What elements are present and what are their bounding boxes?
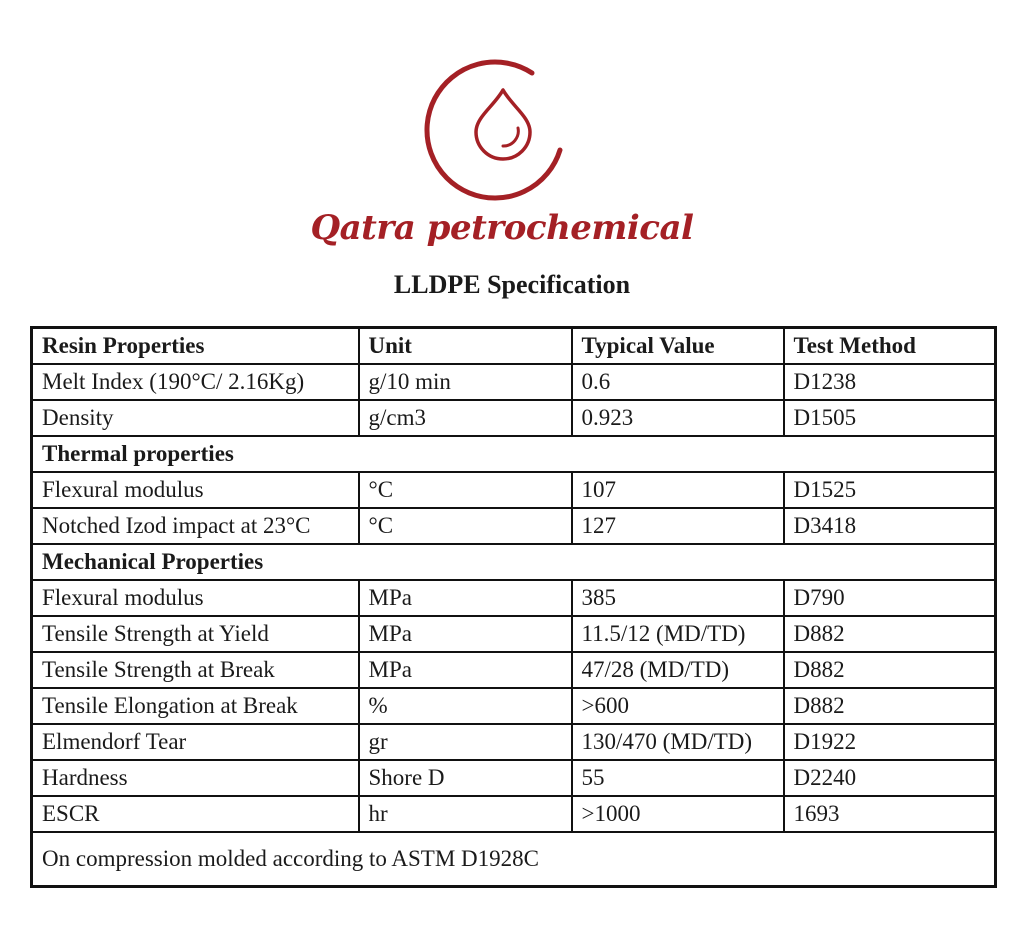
property-cell: ESCR — [32, 796, 359, 832]
unit-cell: hr — [359, 796, 572, 832]
section-heading: Mechanical Properties — [32, 544, 996, 580]
value-cell: 11.5/12 (MD/TD) — [572, 616, 784, 652]
property-cell: Tensile Elongation at Break — [32, 688, 359, 724]
value-cell: 0.6 — [572, 364, 784, 400]
unit-cell: % — [359, 688, 572, 724]
value-cell: >1000 — [572, 796, 784, 832]
unit-cell: °C — [359, 472, 572, 508]
value-cell: 385 — [572, 580, 784, 616]
value-cell: 130/470 (MD/TD) — [572, 724, 784, 760]
value-cell: 55 — [572, 760, 784, 796]
method-cell: D882 — [784, 616, 996, 652]
table-row — [32, 724, 996, 760]
property-cell: Flexural modulus — [32, 580, 359, 616]
method-cell: D1505 — [784, 400, 996, 436]
note-row — [32, 832, 996, 887]
brand-name: Qatra petrochemical — [310, 208, 694, 248]
property-cell: Tensile Strength at Yield — [32, 616, 359, 652]
unit-cell: MPa — [359, 652, 572, 688]
table-row — [32, 580, 996, 616]
value-cell: 107 — [572, 472, 784, 508]
table-row — [32, 616, 996, 652]
method-cell: D882 — [784, 652, 996, 688]
property-cell: Hardness — [32, 760, 359, 796]
table-row — [32, 796, 996, 832]
property-cell: Flexural modulus — [32, 472, 359, 508]
page-title: LLDPE Specification — [393, 270, 631, 299]
table-row — [32, 364, 996, 400]
column-header: Unit — [359, 328, 572, 365]
method-cell: D1922 — [784, 724, 996, 760]
table-row — [32, 508, 996, 544]
unit-cell: g/10 min — [359, 364, 572, 400]
property-cell: Notched Izod impact at 23°C — [32, 508, 359, 544]
method-cell: D1238 — [784, 364, 996, 400]
unit-cell: gr — [359, 724, 572, 760]
unit-cell: Shore D — [359, 760, 572, 796]
value-cell: 47/28 (MD/TD) — [572, 652, 784, 688]
droplet-icon — [476, 90, 530, 159]
unit-cell: MPa — [359, 616, 572, 652]
unit-cell: g/cm3 — [359, 400, 572, 436]
unit-cell: °C — [359, 508, 572, 544]
section-row-mechanical — [32, 544, 996, 580]
method-cell: D3418 — [784, 508, 996, 544]
method-cell: D1525 — [784, 472, 996, 508]
property-cell: Tensile Strength at Break — [32, 652, 359, 688]
column-header: Resin Properties — [32, 328, 359, 365]
section-row-thermal — [32, 436, 996, 472]
logo-ring — [427, 62, 560, 198]
method-cell: D790 — [784, 580, 996, 616]
value-cell: 127 — [572, 508, 784, 544]
column-header: Typical Value — [572, 328, 784, 365]
table-row — [32, 652, 996, 688]
table-row — [32, 472, 996, 508]
property-cell: Melt Index (190°C/ 2.16Kg) — [32, 364, 359, 400]
property-cell: Density — [32, 400, 359, 436]
table-row — [32, 760, 996, 796]
column-header: Test Method — [784, 328, 996, 365]
table-row — [32, 400, 996, 436]
value-cell: 0.923 — [572, 400, 784, 436]
table-header-row — [32, 328, 996, 365]
table-row — [32, 688, 996, 724]
unit-cell: MPa — [359, 580, 572, 616]
footnote: On compression molded according to ASTM D1928C — [32, 832, 996, 887]
method-cell: D2240 — [784, 760, 996, 796]
method-cell: 1693 — [784, 796, 996, 832]
company-logo — [0, 0, 1024, 270]
section-heading: Thermal properties — [32, 436, 996, 472]
value-cell: >600 — [572, 688, 784, 724]
method-cell: D882 — [784, 688, 996, 724]
property-cell: Elmendorf Tear — [32, 724, 359, 760]
specification-table — [30, 326, 997, 888]
droplet-shine — [503, 128, 518, 146]
